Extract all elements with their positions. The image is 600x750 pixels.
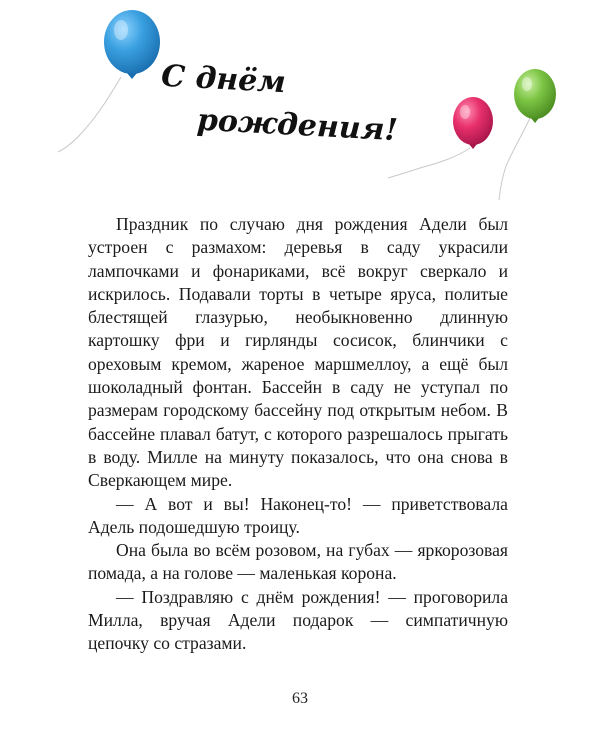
pink-balloon	[388, 97, 493, 178]
green-balloon	[499, 69, 556, 200]
page-number: 63	[292, 690, 308, 707]
paragraph-3: Она была во всём розовом, на губах — яркорозовая помада, а на голове — маленькая корона.	[88, 540, 508, 584]
blue-balloon	[58, 10, 160, 152]
paragraph-2: — А вот и вы! Наконец-то! — приветствовала Адель подошедшую троицу.	[88, 493, 508, 537]
chapter-title	[158, 56, 402, 152]
chapter-title-line-1: С днём	[160, 58, 287, 101]
chapter-title-line-2: рождения!	[196, 102, 399, 149]
paragraph-4: — Поздравляю с днём рождения! — проговорила Милла, вручая Адели подарок — симпатичную цепочку со стразами.	[88, 586, 508, 654]
story-text	[88, 213, 508, 656]
paragraph-1: Праздник по случаю дня рождения Адели был устроен с размахом: деревья в саду украсили лампочками и фонариками, всё вокруг сверкало и искрилось. Подавали торты в четыре яруса, политые блестящей глазурью, необыкновенно длинную картошку фри и гирлянды сосисок, блинчики с ореховым кремом, жареное маршмеллоу, а ещё был шоколадный фонтан. Бассейн в саду не уступал по размерам городскому бассейну под открытым небом. В бассейне плавал батут, с которого разрешалось прыгать в воду. Милле на минуту показалось, что она снова в Сверкающем мире.	[88, 214, 508, 491]
